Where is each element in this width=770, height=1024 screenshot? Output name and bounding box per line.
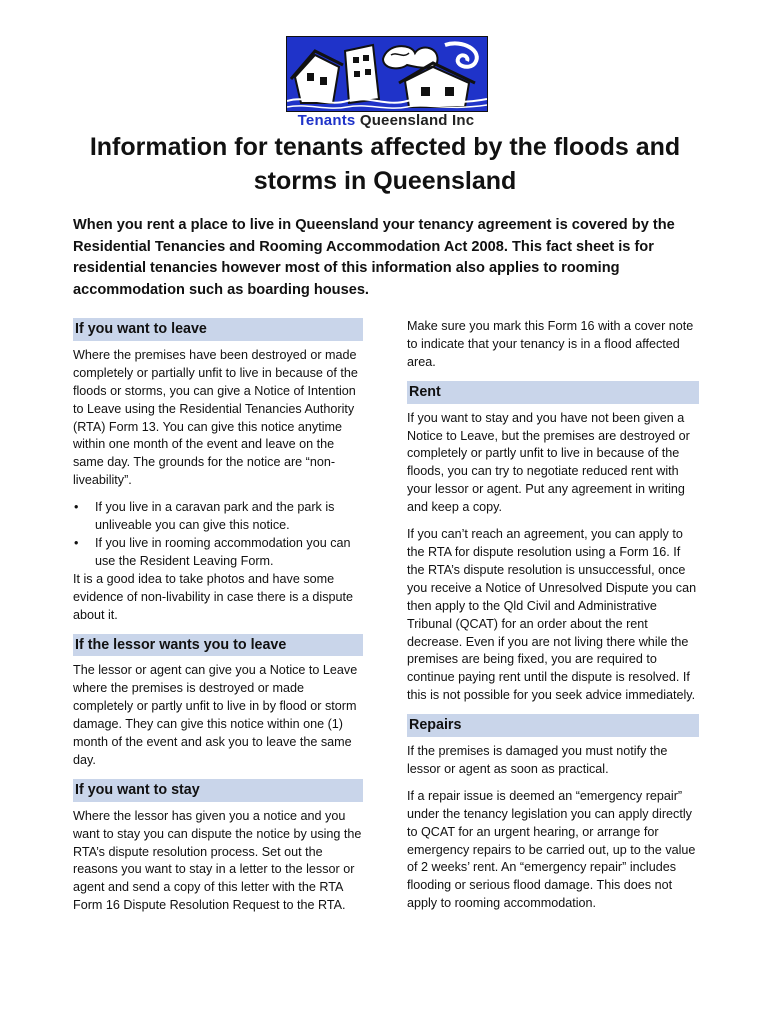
- rent-paragraph-2: If you can’t reach an agreement, you can apply to the RTA for dispute resolution using a Form 16. If the RTA’s dispute resolution is unsuccessful, once you receive a Notice of Unresolved Dispute you can then apply to the Qld Civil and Administrative Tribunal (QCAT) for an order about the rent decrease. Even if you are not living there while the premises are being fixed, you are required to continue paying rent until the dispute is resolved. If this is not possible for you seek advice immediately.: [407, 527, 697, 703]
- lessor-leave-paragraph: The lessor or agent can give you a Notice to Leave where the premises is destroyed or made completely or partly unfit to live in by flood or storm damage. They can give this notice within one (1) month of the event and ask you to leave the same day.: [73, 663, 358, 767]
- bullet-rooming-accommodation: • If you live in rooming accommodation you can use the Resident Leaving Form.: [95, 535, 363, 571]
- want-to-leave-paragraph: Where the premises have been destroyed or made completely or partially unfit to live in because of the floods or storms, you can give a Notice of Intention to Leave using the Residential Tenancies Authority (RTA) Form 13. You can give this notice anytime within one month of the event and leave on the same day. The grounds for the notice are “non-liveability”.: [73, 347, 358, 488]
- repairs-paragraph-2: If a repair issue is deemed an “emergency repair” under the tenancy legislation you can apply directly to QCAT for an urgent hearing, or arrange for emergency repairs to be carried out, up to the value of 2 weeks’ rent. An “emergency repair” includes flooding or serious flood damage. This does not apply to rooming accommodation.: [407, 788, 696, 911]
- want-to-leave-bullet-list: [73, 499, 363, 571]
- form16-note-paragraph: Make sure you mark this Form 16 with a cover note to indicate that your tenancy is in a flood affected area.: [407, 319, 694, 369]
- logo-wordmark-part1: Tenants: [297, 112, 356, 129]
- logo-wordmark-part2: Queensland Inc: [355, 112, 475, 129]
- section-heading-want-to-leave: If you want to leave: [73, 318, 363, 341]
- flooded-houses-illustration: [287, 37, 487, 111]
- section-heading-want-to-stay: If you want to stay: [73, 779, 363, 802]
- section-heading-rent: Rent: [407, 381, 699, 404]
- section-heading-lessor-wants-you-to-leave: If the lessor wants you to leave: [73, 634, 363, 657]
- evidence-paragraph: It is a good idea to take photos and have some evidence of non-livability in case there is a dispute about it.: [73, 571, 354, 622]
- want-to-stay-paragraph: Where the lessor has given you a notice and you want to stay you can dispute the notice by using the RTA’s dispute resolution process. Set out the reasons you want to stay in a letter to the lessor or agent and send a copy of this letter with the RTA Form 16 Dispute Resolution Request to the RTA.: [73, 808, 362, 913]
- page-title: Information for tenants affected by the floods and storms in Queensland: [89, 133, 681, 195]
- rent-paragraph-1: If you want to stay and you have not been given a Notice to Leave, but the premises are destroyed or completely or partly unfit to live in because of the floods, you can try to negotiate reduced rent with your lessor or agent. Put any agreement in writing and keep a copy.: [407, 410, 690, 515]
- repairs-paragraph-1: If the premises is damaged you must notify the lessor or agent as soon as practical.: [407, 744, 668, 776]
- intro-paragraph: When you rent a place to live in Queensland your tenancy agreement is covered by the Residential Tenancies and Rooming Accommodation Act 2008. This fact sheet is for residential tenancies however most of this information also applies to rooming accommodation such as boarding houses.: [73, 217, 675, 298]
- logo-illustration: [286, 36, 488, 112]
- left-column: [73, 318, 363, 924]
- organization-logo: [286, 36, 486, 130]
- logo-wordmark: [286, 112, 486, 129]
- bullet-caravan-park: • If you live in a caravan park and the park is unliveable you can give this notice.: [95, 499, 363, 535]
- right-column: [407, 318, 699, 922]
- section-heading-repairs: Repairs: [407, 714, 699, 737]
